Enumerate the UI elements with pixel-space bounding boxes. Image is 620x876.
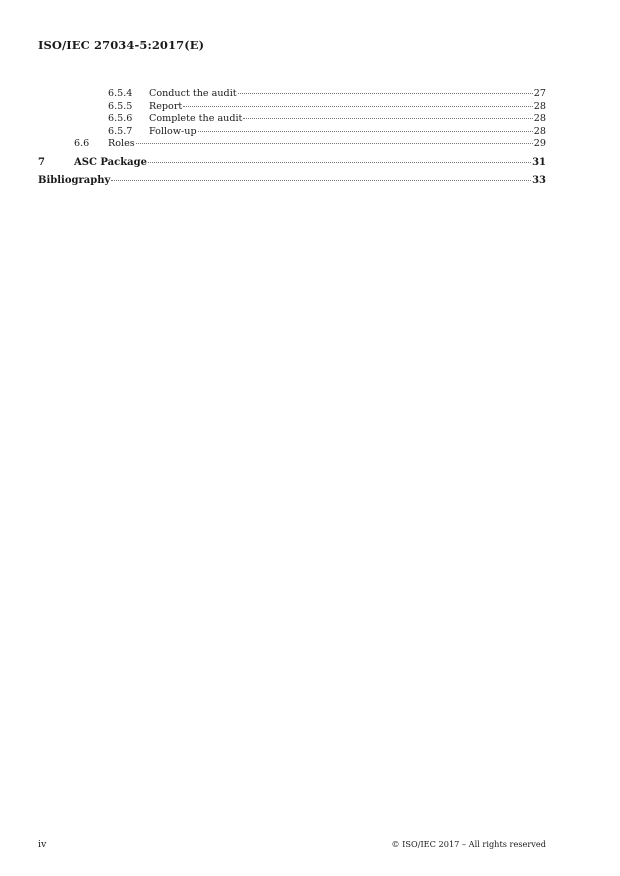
toc-entry-number: 6.5.5 [108,100,133,112]
toc-entry[interactable] [38,174,546,187]
toc-entry-page: 27 [533,88,546,99]
toc-entry-number: 6.6 [74,138,90,149]
dot-leader [136,143,533,144]
toc-entry-title: ASC Package [74,156,148,168]
toc-entry-title: Roles [108,138,135,149]
toc-entry-page: 29 [533,138,546,149]
document-id-header: ISO/IEC 27034-5:2017(E) [38,38,205,52]
toc-entry[interactable] [38,138,546,151]
toc-entry[interactable] [38,88,546,101]
toc-entry-title: Follow-up [149,125,197,137]
toc-entry-number: 6.5.7 [108,125,133,137]
toc-entry-page: 28 [533,125,546,137]
table-of-contents [38,88,546,187]
toc-entry-title: Bibliography [38,174,111,186]
toc-entry-page: 33 [532,174,546,186]
toc-entry-title: Report [149,100,183,112]
toc-entry-number: 6.5.6 [108,113,133,124]
toc-entry-page: 31 [532,156,546,168]
toc-entry-title: Complete the audit [149,113,243,124]
toc-entry[interactable] [38,156,546,169]
toc-entry[interactable] [38,113,546,126]
toc-entry[interactable] [38,101,546,114]
dot-leader [111,180,531,181]
page-number: iv [38,839,47,850]
toc-entry-page: 28 [533,100,546,112]
toc-entry-title: Conduct the audit [149,88,237,99]
dot-leader [148,162,531,163]
toc-entry-page: 28 [533,113,546,124]
toc-entry-number: 6.5.4 [108,88,133,99]
copyright-notice: © ISO/IEC 2017 – All rights reserved [391,839,546,849]
toc-entry-number: 7 [38,156,45,168]
dot-leader [183,106,533,107]
dot-leader [243,118,532,119]
dot-leader [238,93,533,94]
toc-entry[interactable] [38,126,546,139]
dot-leader [198,131,533,132]
